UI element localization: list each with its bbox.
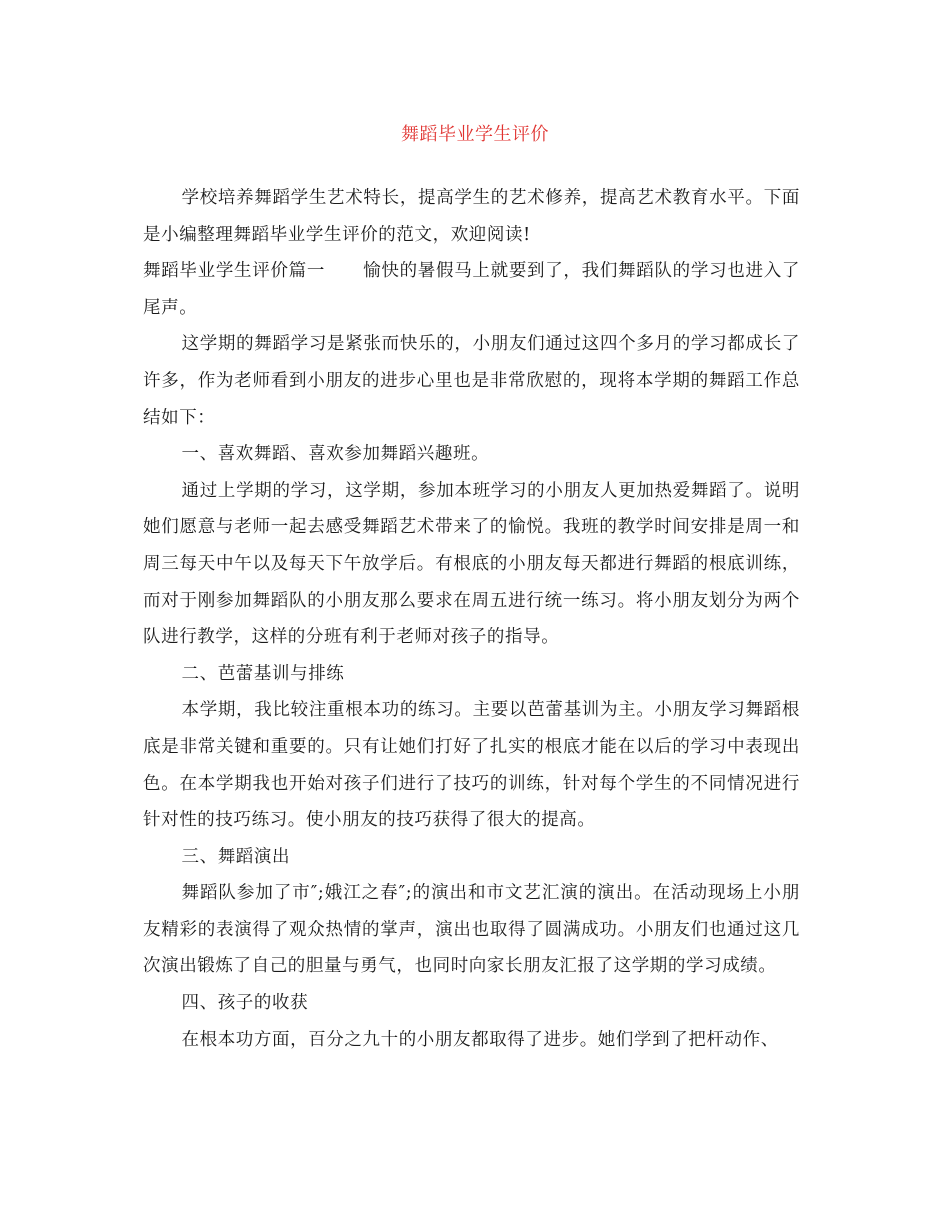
paragraph-section-one-opening — [143, 253, 800, 326]
subheading-four: 四、孩子的收获 — [181, 993, 309, 1014]
paragraph-performance: 舞蹈队参加了市″;娥江之春″;的演出和市文艺汇演的演出。在活动现场上小朋友精彩的表演得了观众热情的掌声，演出也取得了圆满成功。小朋友们也通过这几次演出锻炼了自己的胆量与勇气，也同时向家长朋友汇报了这学期的学习成绩。 — [143, 883, 800, 977]
paragraph-harvest: 在根本功方面，百分之九十的小朋友都取得了进步。她们学到了把杆动作、 — [181, 1029, 779, 1050]
subheading-three: 三、舞蹈演出 — [181, 846, 291, 867]
paragraph-interest-class: 通过上学期的学习，这学期，参加本班学习的小朋友人更加热爱舞蹈了。说明她们愿意与老师一起去感受舞蹈艺术带来了的愉悦。我班的教学时间安排是周一和周三每天中午以及每天下午放学后。有根底的小朋友每天都进行舞蹈的根底训练，而对于刚参加舞蹈队的小朋友那么要求在周五进行统一练习。将小朋友划分为两个队进行教学，这样的分班有利于老师对孩子的指导。 — [143, 480, 800, 648]
subheading-one: 一、喜欢舞蹈、喜欢参加舞蹈兴趣班。 — [181, 444, 490, 465]
paragraph-summary: 这学期的舞蹈学习是紧张而快乐的，小朋友们通过这四个多月的学习都成长了许多，作为老师看到小朋友的进步心里也是非常欣慰的，现将本学期的舞蹈工作总结如下： — [143, 334, 800, 428]
section-heading: 舞蹈毕业学生评价篇一 — [143, 261, 326, 282]
document-body — [143, 180, 800, 1058]
paragraph-ballet-training: 本学期，我比较注重根本功的练习。主要以芭蕾基训为主。小朋友学习舞蹈根底是非常关键和重要的。只有让她们打好了扎实的根底才能在以后的学习中表现出色。在本学期我也开始对孩子们进行了技巧的训练，针对每个学生的不同情况进行针对性的技巧练习。使小朋友的技巧获得了很大的提高。 — [143, 700, 800, 831]
document-title: 舞蹈毕业学生评价 — [401, 124, 549, 145]
subheading-two: 二、芭蕾基训与排练 — [181, 663, 345, 684]
paragraph-intro: 学校培养舞蹈学生艺术特长，提高学生的艺术修养，提高艺术教育水平。下面是小编整理舞蹈毕业学生评价的范文，欢迎阅读! — [143, 188, 800, 245]
paragraph-text: 愉快的暑假马上就要到了，我们舞蹈队的学习也进入了尾声。 — [143, 261, 800, 318]
